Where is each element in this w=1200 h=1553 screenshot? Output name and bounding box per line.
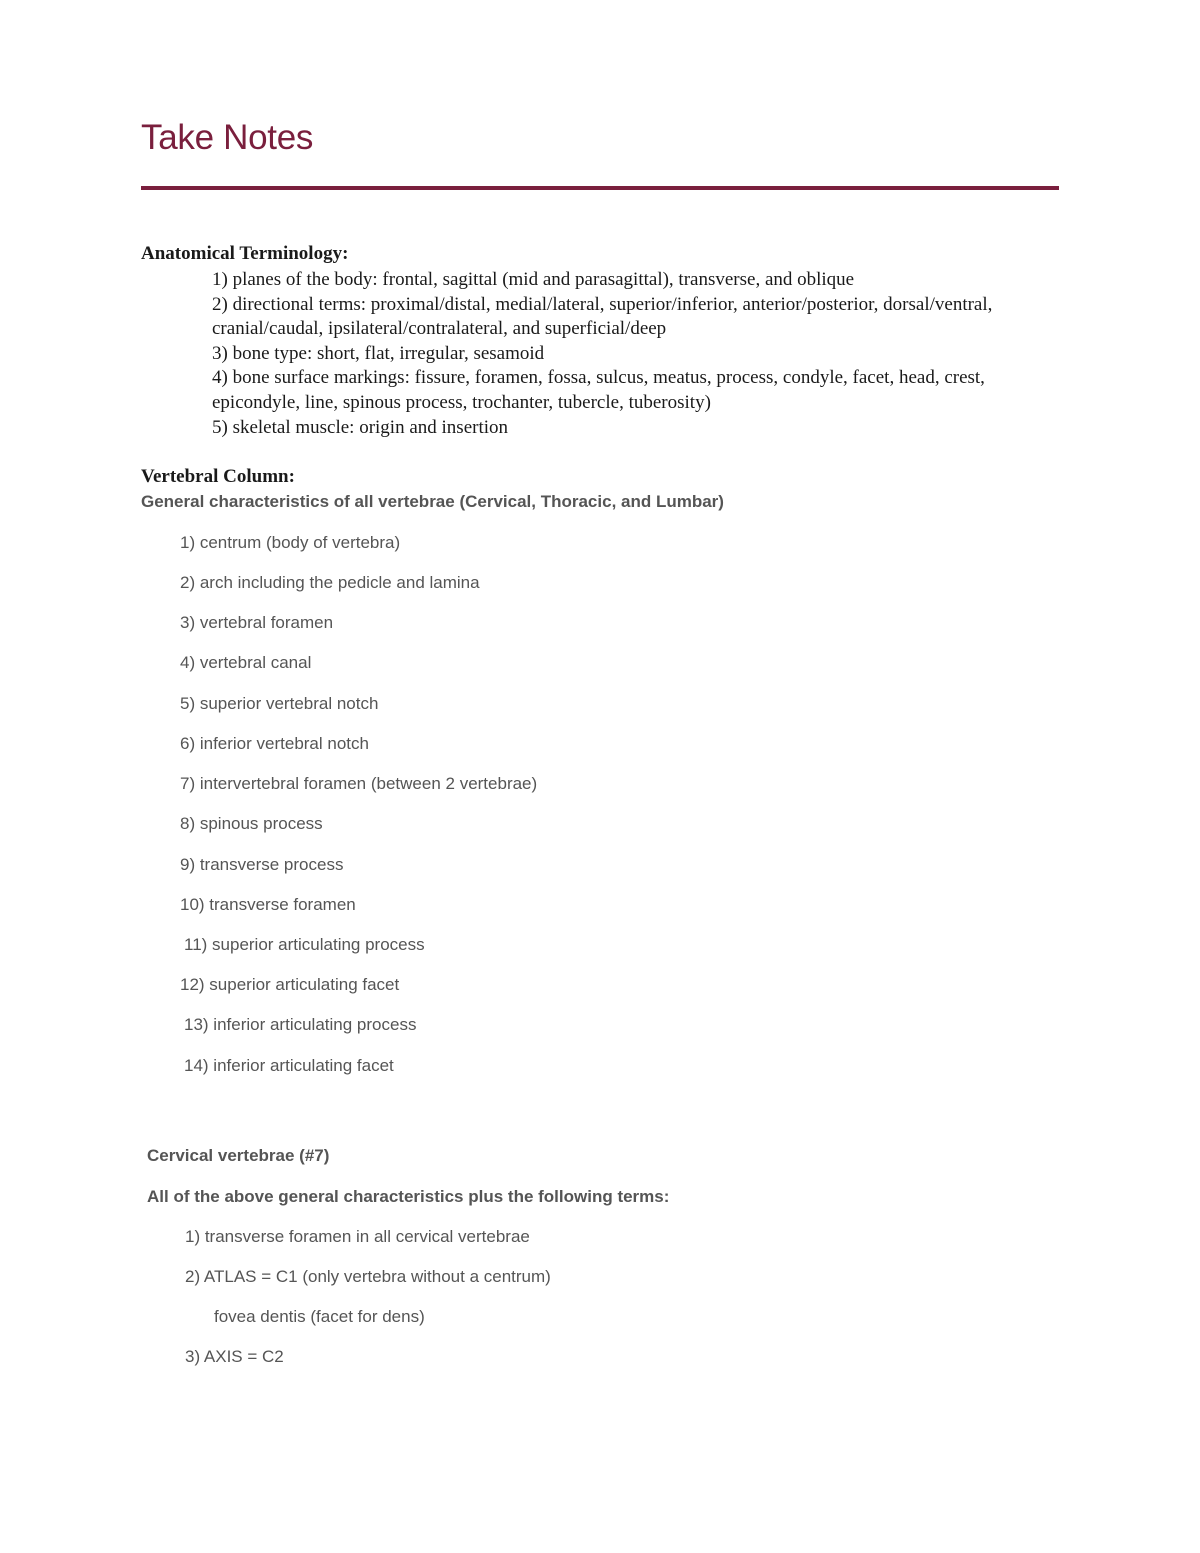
- vertebral-item-12: 12) superior articulating facet: [180, 975, 400, 994]
- vertebral-item-13: 13) inferior articulating process: [184, 1015, 417, 1034]
- vertebral-subheading: General characteristics of all vertebrae (Cervical, Thoracic, and Lumbar): [141, 492, 724, 511]
- vertebral-item-3: 3) vertebral foramen: [180, 613, 334, 632]
- anatomical-list: [212, 268, 1062, 440]
- cervical-heading: Cervical vertebrae (#7): [147, 1146, 330, 1165]
- anatomical-item-5: 5) skeletal muscle: origin and insertion: [212, 416, 509, 438]
- vertebral-item-10: 10) transverse foramen: [180, 895, 356, 914]
- vertebral-heading: Vertebral Column:: [141, 466, 295, 487]
- anatomical-item-1: 1) planes of the body: frontal, sagittal (mid and parasagittal), transverse, and oblique: [212, 269, 855, 290]
- cervical-item-3: 3) AXIS = C2: [185, 1347, 284, 1366]
- title-divider: [141, 186, 1059, 190]
- cervical-item-2: 2) ATLAS = C1 (only vertebra without a centrum): [185, 1267, 551, 1286]
- anatomical-item-3: 3) bone type: short, flat, irregular, sesamoid: [212, 342, 545, 364]
- vertebral-item-6: 6) inferior vertebral notch: [180, 734, 369, 753]
- cervical-item-2-detail: fovea dentis (facet for dens): [214, 1307, 425, 1326]
- vertebral-item-14: 14) inferior articulating facet: [184, 1056, 394, 1075]
- vertebral-item-1: 1) centrum (body of vertebra): [180, 533, 401, 552]
- vertebral-item-11: 11) superior articulating process: [184, 935, 425, 954]
- vertebral-item-4: 4) vertebral canal: [180, 653, 312, 672]
- cervical-item-1: 1) transverse foramen in all cervical vertebrae: [185, 1227, 530, 1246]
- vertebral-item-9: 9) transverse process: [180, 855, 344, 874]
- anatomical-item-2: 2) directional terms: proximal/distal, medial/lateral, superior/inferior, anterior/posterior, dorsal/ventral, cranial/caudal, ipsilateral/contralateral, and superficial/deep: [212, 293, 993, 340]
- anatomical-heading: Anatomical Terminology:: [141, 243, 349, 264]
- vertebral-item-7: 7) intervertebral foramen (between 2 vertebrae): [180, 774, 538, 793]
- vertebral-item-8: 8) spinous process: [180, 814, 323, 833]
- anatomical-item-4: 4) bone surface markings: fissure, foramen, fossa, sulcus, meatus, process, condyle, facet, head, crest, epicondyle, line, spinous process, trochanter, tubercle, tuberosity): [212, 367, 985, 413]
- page-title: Take Notes: [141, 118, 314, 157]
- vertebral-item-5: 5) superior vertebral notch: [180, 694, 379, 713]
- vertebral-item-2: 2) arch including the pedicle and lamina: [180, 573, 480, 592]
- cervical-subheading: All of the above general characteristics plus the following terms:: [147, 1187, 670, 1206]
